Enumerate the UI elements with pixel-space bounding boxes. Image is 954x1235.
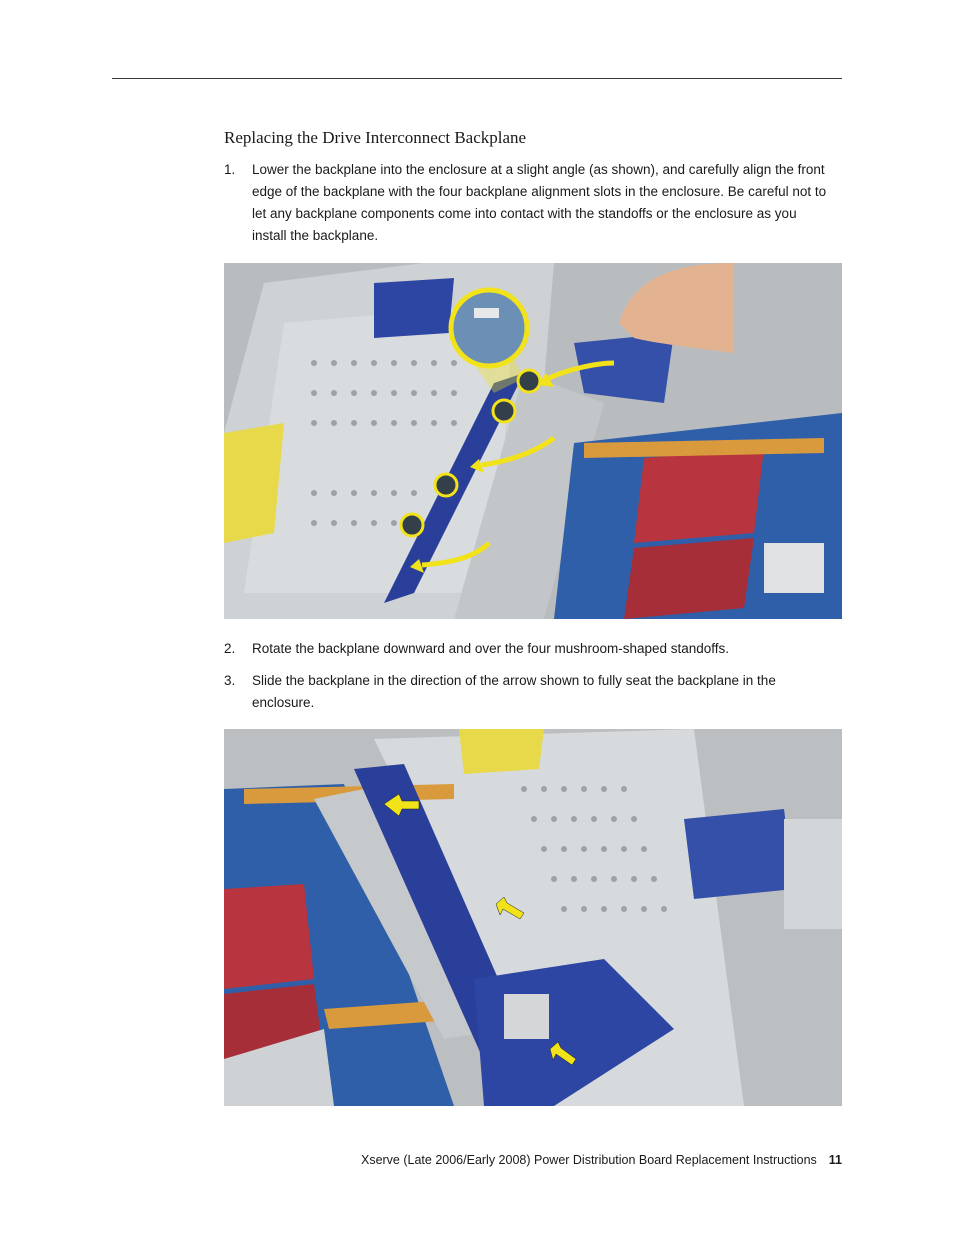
step-number: 2. (224, 641, 236, 656)
step-text: Lower the backplane into the enclosure at a slight angle (as shown), and carefully align the front edge of the backplane with the four backplane alignment slots in the enclosure. Be careful not to let any backplane components come into contact with the standoffs or the enclosure as you install the backplane. (252, 162, 827, 243)
step-number: 3. (224, 673, 236, 688)
footer-title: Xserve (Late 2006/Early 2008) Power Distribution Board Replacement Instructions (360, 1153, 817, 1167)
step-text: Rotate the backplane downward and over the four mushroom-shaped standoffs. (252, 641, 730, 656)
step-2 (224, 638, 834, 660)
page-footer (361, 1153, 842, 1167)
step-1 (224, 159, 834, 247)
page-number: 11 (828, 1153, 842, 1167)
photo-backplane-lowering (224, 263, 842, 619)
step-3 (224, 670, 834, 714)
section-heading: Replacing the Drive Interconnect Backplane (224, 128, 527, 147)
step-number: 1. (224, 162, 236, 177)
header-rule (112, 78, 842, 79)
step-text: Slide the backplane in the direction of the arrow shown to fully seat the backplane in the enclosure. (252, 673, 776, 710)
photo-backplane-seated (224, 729, 842, 1106)
